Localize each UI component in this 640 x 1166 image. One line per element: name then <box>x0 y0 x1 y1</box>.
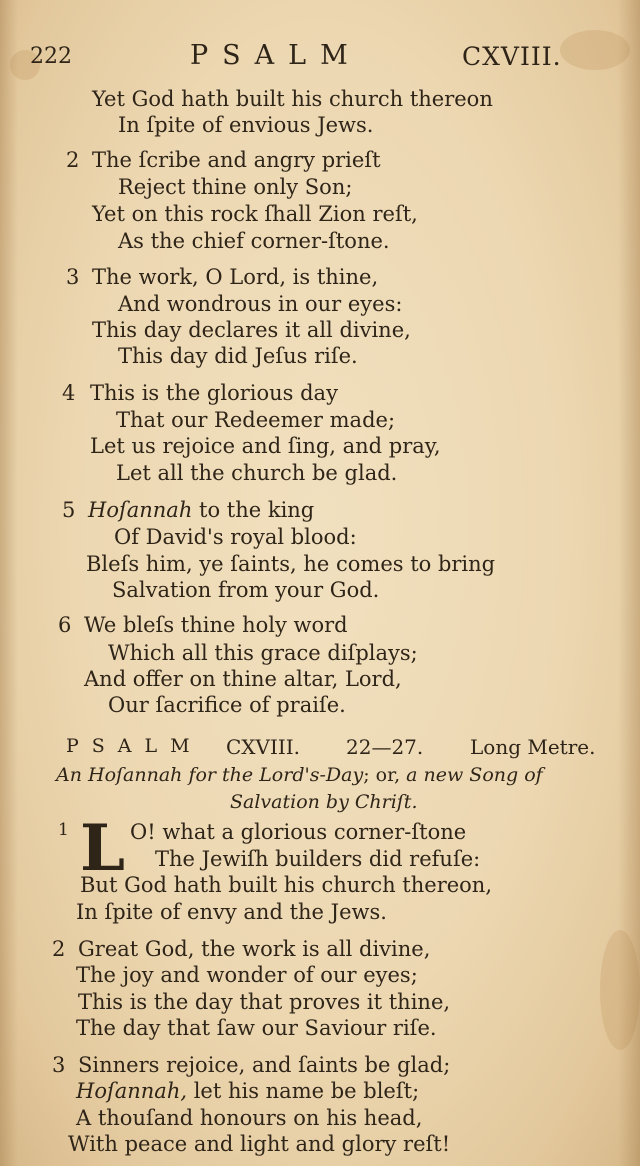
poem-line: Our ſacrifice of praiſe. <box>108 693 346 717</box>
subtitle-line-1 <box>56 764 543 786</box>
section-metre: Long Metre. <box>470 735 596 759</box>
poem-line: Let us rejoice and ſing, and pray, <box>90 434 441 458</box>
verse-number: 6 <box>58 613 72 637</box>
poem-line: Sinners rejoice, and ſaints be glad; <box>78 1053 451 1077</box>
poem-line: In ſpite of envy and the Jews. <box>76 900 387 924</box>
subtitle-part-1: An Hoſannah for the Lord's-Day <box>56 764 364 786</box>
poem-line: O! what a glorious corner-ſtone <box>130 820 467 844</box>
poem-line: That our Redeemer made; <box>116 408 396 432</box>
poem-line: In ſpite of envious Jews. <box>118 113 374 137</box>
hosannah-word: Hoſannah <box>88 498 193 522</box>
section-verse-range: 22—27. <box>346 735 424 759</box>
poem-line: Reject thine only Son; <box>118 175 353 199</box>
poem-line: This is the day that proves it thine, <box>78 990 451 1014</box>
drop-cap: L <box>80 811 125 886</box>
poem-line: Great God, the work is all divine, <box>78 937 431 961</box>
verse-number: 3 <box>66 265 80 289</box>
line-continuation: let his name be bleſt; <box>187 1079 420 1103</box>
hosannah-word: Hoſannah, <box>76 1079 188 1103</box>
verse-number: 2 <box>66 148 80 172</box>
poem-line: Salvation from your God. <box>112 578 380 602</box>
poem-line: Let all the church be glad. <box>116 461 398 485</box>
poem-line: This day did Jeſus riſe. <box>118 344 358 368</box>
line-continuation: to the king <box>192 498 315 522</box>
poem-line: A thouſand honours on his head, <box>76 1106 423 1130</box>
section-header <box>66 735 636 763</box>
poem-line: With peace and light and glory reſt! <box>68 1132 451 1156</box>
poem-line: The ſcribe and angry prieſt <box>92 148 381 172</box>
poem-line: This is the glorious day <box>90 381 338 405</box>
verse-number: 4 <box>62 381 76 405</box>
poem-line <box>88 500 314 521</box>
running-head-title: PSALM <box>190 40 362 71</box>
poem-line: Yet on this rock ſhall Zion reſt, <box>92 202 418 226</box>
poem-line: As the chief corner-ſtone. <box>118 229 390 253</box>
poem-line: Which all this grace diſplays; <box>108 641 418 665</box>
poem-line: Yet God hath built his church thereon <box>92 87 493 111</box>
subtitle-line-2: Salvation by Chriſt. <box>230 791 418 813</box>
poem-line: Of David's royal blood: <box>114 525 357 549</box>
verse-number: 1 <box>58 820 69 840</box>
poem-line: The day that ſaw our Saviour riſe. <box>76 1016 437 1040</box>
section-label: PSALM <box>66 735 203 757</box>
poem-line: This day declares it all divine, <box>92 318 411 342</box>
poem-line: But God hath built his church thereon, <box>80 873 493 897</box>
subtitle-separator: ; or, <box>363 764 401 786</box>
verse-number: 2 <box>52 937 66 961</box>
poem-line: The Jewiſh builders did refuſe: <box>155 847 481 871</box>
running-head <box>30 40 562 74</box>
poem-line: And wondrous in our eyes: <box>118 292 403 316</box>
section-psalm-number: CXVIII. <box>226 735 301 759</box>
poem-line: We bleſs thine holy word <box>84 613 348 637</box>
poem-line: The work, O Lord, is thine, <box>92 265 379 289</box>
verse-number: 5 <box>62 498 76 522</box>
running-head-psalm-number: CXVIII. <box>462 42 562 71</box>
poem-line: And offer on thine altar, Lord, <box>84 667 402 691</box>
poem-line: Bleſs him, ye ſaints, he comes to bring <box>86 552 496 576</box>
verse-number: 3 <box>52 1053 66 1077</box>
subtitle-part-2: a new Song of <box>406 764 543 786</box>
poem-line <box>76 1081 419 1102</box>
poem-line: The joy and wonder of our eyes; <box>76 963 418 987</box>
page-number: 222 <box>30 44 72 69</box>
